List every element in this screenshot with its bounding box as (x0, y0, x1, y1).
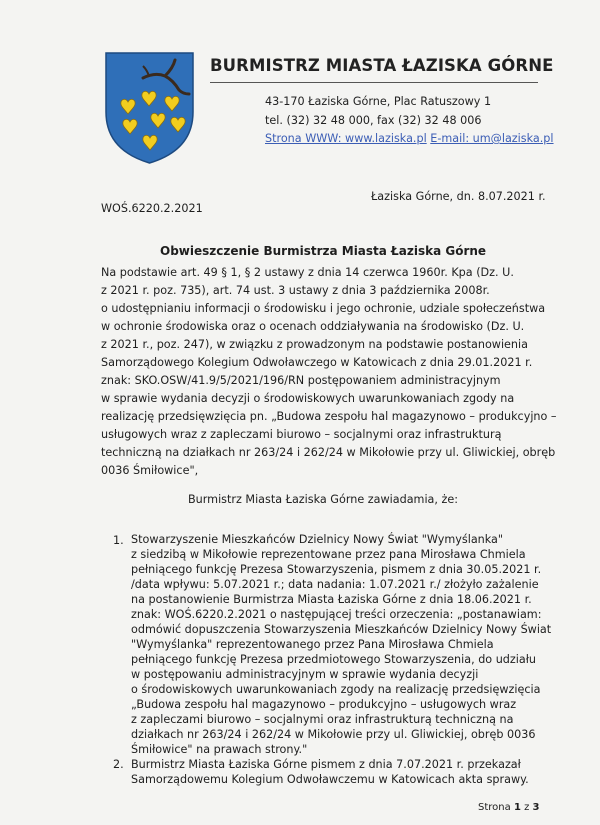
list-item-line: Stowarzyszenie Mieszkańców Dzielnicy Nowy Świat "Wymyślanka" (131, 533, 504, 546)
letterhead-address: 43-170 Łaziska Górne, Plac Ratuszowy 1 (265, 95, 492, 108)
intro-line: Samorządowego Kolegium Odwoławczego w Katowicach z dnia 29.01.2021 r. (101, 356, 533, 369)
list-item-line: na postanowienie Burmistrza Miasta Łaziska Górne z dnia 18.06.2021 r. (131, 593, 532, 606)
list-item-line: pełniącego funkcję Prezesa Stowarzyszenia, pismem z dnia 30.05.2021 r. (131, 563, 542, 576)
email-link[interactable]: E-mail: um@laziska.pl (430, 132, 554, 145)
list-item-line: „Budowa zespołu hal magazynowo – produkcyjno – usługowych wraz (131, 698, 517, 711)
page-number (478, 802, 540, 813)
list-item-line: pełniącego funkcję Prezesa przedmiotowego Stowarzyszenia, do udziału (131, 653, 536, 666)
place-and-date: Łaziska Górne, dn. 8.07.2021 r. (371, 190, 546, 203)
intro-line: usługowych wraz z zapleczami biurowo – socjalnymi oraz infrastrukturą (101, 428, 502, 441)
coat-of-arms-icon (103, 50, 196, 165)
list-item-line: Samorządowemu Kolegium Odwoławczemu w Katowicach akta sprawy. (131, 773, 529, 786)
list-item-line: z zapleczami biurowo – socjalnymi oraz infrastrukturą techniczną na (131, 713, 514, 726)
intro-line: realizację przedsięwzięcia pn. „Budowa zespołu hal magazynowo – produkcyjno – (101, 410, 557, 423)
list-item-number: 2. (113, 758, 124, 771)
list-item-line: w postępowaniu administracyjnym w sprawie wydania decyzji (131, 668, 479, 681)
intro-line: z 2021 r. poz. 735), art. 74 ust. 3 ustawy z dnia 3 października 2008r. (101, 284, 490, 297)
page-current: 1 (513, 802, 521, 813)
case-number: WOŚ.6220.2.2021 (101, 202, 203, 215)
list-item-line: /data wpływu: 5.07.2021 r.; data nadania: 1.07.2021 r./ złożyło zażalenie (131, 578, 539, 591)
list-item-number: 1. (113, 534, 124, 547)
page-total: 3 (532, 802, 540, 813)
list-item-line: o środowiskowych uwarunkowaniach zgody na realizację przedsięwzięcia (131, 683, 541, 696)
document-title: Obwieszczenie Burmistrza Miasta Łaziska Górne (160, 244, 487, 258)
letterhead-title: BURMISTRZ MIASTA ŁAZISKA GÓRNE (210, 56, 554, 75)
intro-line: w ochronie środowiska oraz o ocenach oddziaływania na środowisko (Dz. U. (101, 320, 525, 333)
list-item-line: Burmistrz Miasta Łaziska Górne pismem z dnia 7.07.2021 r. przekazał (131, 758, 521, 771)
intro-line: Na podstawie art. 49 § 1, § 2 ustawy z dnia 14 czerwca 1960r. Kpa (Dz. U. (101, 266, 514, 279)
intro-line: 0036 Śmiłowice", (101, 464, 199, 477)
intro-line: znak: SKO.OSW/41.9/5/2021/196/RN postępowaniem administracyjnym (101, 374, 501, 387)
page-separator: z (524, 802, 530, 813)
letterhead-contacts (265, 132, 554, 145)
list-item-line: odmówić dopuszczenia Stowarzyszenia Mieszkańców Dzielnicy Nowy Świat (131, 623, 552, 636)
list-item-line: "Wymyślanka" reprezentowanego przez Pana Mirosława Chmiela (131, 638, 494, 651)
intro-line: o udostępnianiu informacji o środowisku i jego ochronie, udziale społeczeństwa (101, 302, 546, 315)
page-prefix: Strona (478, 802, 511, 813)
intro-line: techniczną na działkach nr 263/24 i 262/24 w Mikołowie przy ul. Gliwickiej, obręb (101, 446, 556, 459)
list-item-line: znak: WOŚ.6220.2.2021 o następującej treści orzeczenia: „postanawiam: (131, 608, 542, 621)
list-item-line: działkach nr 263/24 i 262/24 w Mikołowie przy ul. Gliwickiej, obręb 0036 (131, 728, 536, 741)
letterhead-rule (210, 82, 538, 83)
announcement-line: Burmistrz Miasta Łaziska Górne zawiadamia, że: (188, 493, 459, 506)
intro-line: w sprawie wydania decyzji o środowiskowych uwarunkowaniach zgody na (101, 392, 515, 405)
intro-line: z 2021 r., poz. 247), w związku z prowadzonym na podstawie postanowienia (101, 338, 528, 351)
website-link[interactable]: Strona WWW: www.laziska.pl (265, 132, 427, 145)
list-item-line: Śmiłowice" na prawach strony." (131, 743, 308, 756)
list-item-line: z siedzibą w Mikołowie reprezentowane przez pana Mirosława Chmiela (131, 548, 526, 561)
letterhead-phone: tel. (32) 32 48 000, fax (32) 32 48 006 (265, 114, 482, 127)
